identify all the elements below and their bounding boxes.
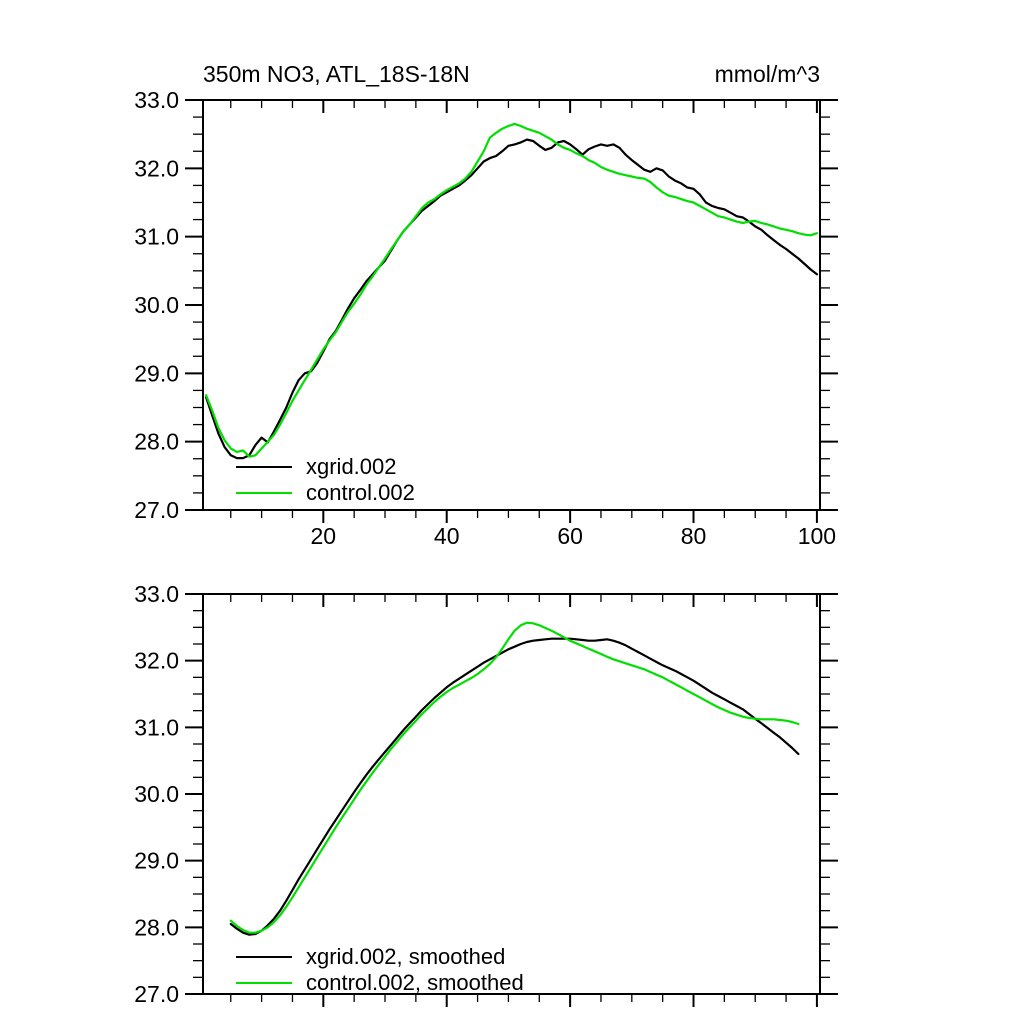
legend-label: control.002	[306, 480, 415, 505]
y-tick-label: 29.0	[134, 360, 179, 387]
plot-frame-bottom	[203, 594, 820, 994]
legend-bottom-panel	[236, 944, 524, 996]
x-tick-label: 100	[797, 523, 837, 549]
y-tick-label: 31.0	[134, 223, 179, 250]
legend-item	[236, 480, 415, 506]
legend-line-sample	[236, 982, 292, 984]
legend-item	[236, 970, 524, 996]
legend-label: xgrid.002, smoothed	[306, 944, 506, 969]
y-tick-label: 27.0	[134, 497, 179, 523]
x-tick-label: 80	[680, 523, 707, 549]
chart-title: 350m NO3, ATL_18S-18N	[203, 61, 470, 87]
x-tick-label: 40	[433, 523, 460, 549]
legend-line-sample	[236, 956, 292, 958]
curve-xgrid-002-smoothed	[231, 639, 799, 935]
y-tick-label: 32.0	[134, 155, 179, 182]
legend-item	[236, 454, 415, 480]
plot-frame-top	[203, 100, 820, 510]
legend-line-sample	[236, 492, 292, 494]
y-tick-label: 33.0	[134, 581, 179, 607]
y-tick-label: 32.0	[134, 647, 179, 674]
y-tick-label: 29.0	[134, 847, 179, 874]
chart-units-label: mmol/m^3	[714, 61, 820, 87]
curve-control-002-smoothed	[231, 623, 799, 933]
y-tick-label: 28.0	[134, 428, 179, 455]
y-tick-label: 33.0	[134, 87, 179, 113]
legend-top-panel	[236, 454, 415, 506]
y-tick-label: 27.0	[134, 981, 179, 1007]
legend-item	[236, 944, 524, 970]
legend-line-sample	[236, 466, 292, 468]
y-tick-label: 30.0	[134, 292, 179, 318]
x-tick-label: 60	[557, 523, 583, 549]
y-tick-label: 28.0	[134, 914, 179, 941]
y-tick-label: 30.0	[134, 781, 179, 807]
x-tick-label: 20	[310, 523, 337, 549]
legend-label: xgrid.002	[306, 454, 397, 479]
curve-control-002	[206, 124, 817, 457]
y-tick-label: 31.0	[134, 714, 179, 741]
legend-label: control.002, smoothed	[306, 970, 524, 995]
curve-xgrid-002	[206, 140, 817, 459]
